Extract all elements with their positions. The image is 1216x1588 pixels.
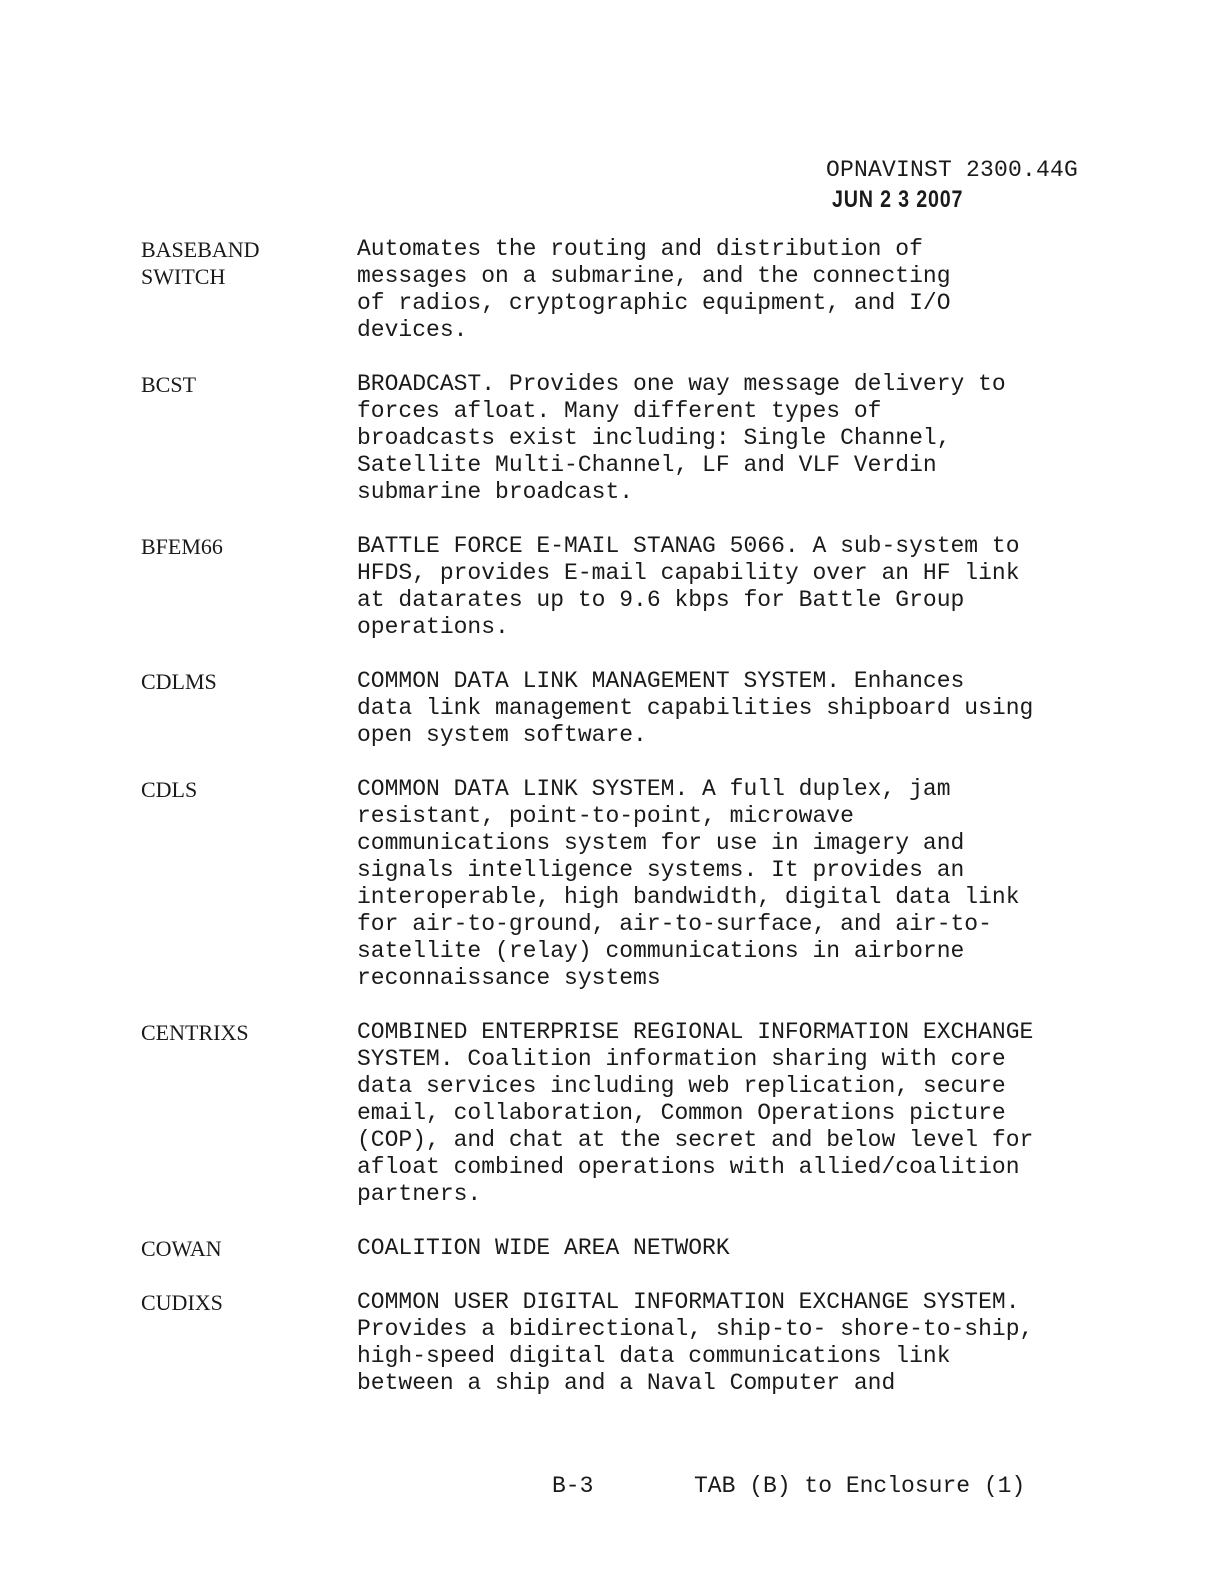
page-footer <box>0 1472 1216 1502</box>
glossary-entry-cudixs <box>141 1289 1071 1397</box>
glossary-term: CDLS <box>141 777 198 802</box>
glossary-definition: BROADCAST. Provides one way message delivery to forces afloat. Many different types of broadcasts exist including: Single Channel, Satellite Multi-Channel, LF and VLF Verdin submarine broadcast. <box>357 371 1006 505</box>
page-number: B-3 <box>552 1473 594 1499</box>
document-header <box>826 156 1146 214</box>
glossary-list <box>141 236 1071 1397</box>
glossary-term: CUDIXS <box>141 1290 223 1315</box>
glossary-term: BASEBAND SWITCH <box>141 237 260 289</box>
glossary-definition: BATTLE FORCE E-MAIL STANAG 5066. A sub-system to HFDS, provides E-mail capability over an HF link at datarates up to 9.6 kbps for Battle Group operations. <box>357 533 1020 640</box>
tab-reference: TAB (B) to Enclosure (1) <box>694 1473 1026 1499</box>
glossary-definition: COALITION WIDE AREA NETWORK <box>357 1235 730 1261</box>
document-id: OPNAVINST 2300.44G <box>826 157 1079 183</box>
glossary-term: BCST <box>141 372 197 397</box>
glossary-definition: COMMON USER DIGITAL INFORMATION EXCHANGE SYSTEM. Provides a bidirectional, ship-to- shore-to-ship, high-speed digital data communications link between a ship and a Naval Computer and <box>357 1289 1034 1396</box>
glossary-definition: COMMON DATA LINK SYSTEM. A full duplex, jam resistant, point-to-point, microwave communications system for use in imagery and signals intelligence systems. It provides an interoperable, high bandwidth, digital data link for air-to-ground, air-to-surface, and air-to- satellite (relay) communications in airborne reconnaissance systems <box>357 776 1020 991</box>
glossary-entry-cowan <box>141 1235 1071 1262</box>
glossary-term: COWAN <box>141 1236 222 1261</box>
glossary-entry-bcst <box>141 371 1071 506</box>
glossary-entry-cdls <box>141 776 1071 992</box>
glossary-entry-bfem66 <box>141 533 1071 641</box>
glossary-entry-cdlms <box>141 668 1071 749</box>
date-stamp: JUN 2 3 2007 <box>832 186 964 213</box>
glossary-definition: COMMON DATA LINK MANAGEMENT SYSTEM. Enhances data link management capabilities shipboard using open system software. <box>357 668 1034 748</box>
glossary-term: CDLMS <box>141 669 217 694</box>
glossary-entry-baseband-switch <box>141 236 1071 344</box>
glossary-term: CENTRIXS <box>141 1020 249 1045</box>
glossary-entry-centrixs <box>141 1019 1071 1208</box>
glossary-definition: COMBINED ENTERPRISE REGIONAL INFORMATION EXCHANGE SYSTEM. Coalition information sharing with core data services including web replication, secure email, collaboration, Common Operations picture (COP), and chat at the secret and below level for afloat combined operations with allied/coalition partners. <box>357 1019 1034 1207</box>
glossary-definition: Automates the routing and distribution of messages on a submarine, and the connecting of radios, cryptographic equipment, and I/O devices. <box>357 236 951 343</box>
glossary-term: BFEM66 <box>141 534 223 559</box>
